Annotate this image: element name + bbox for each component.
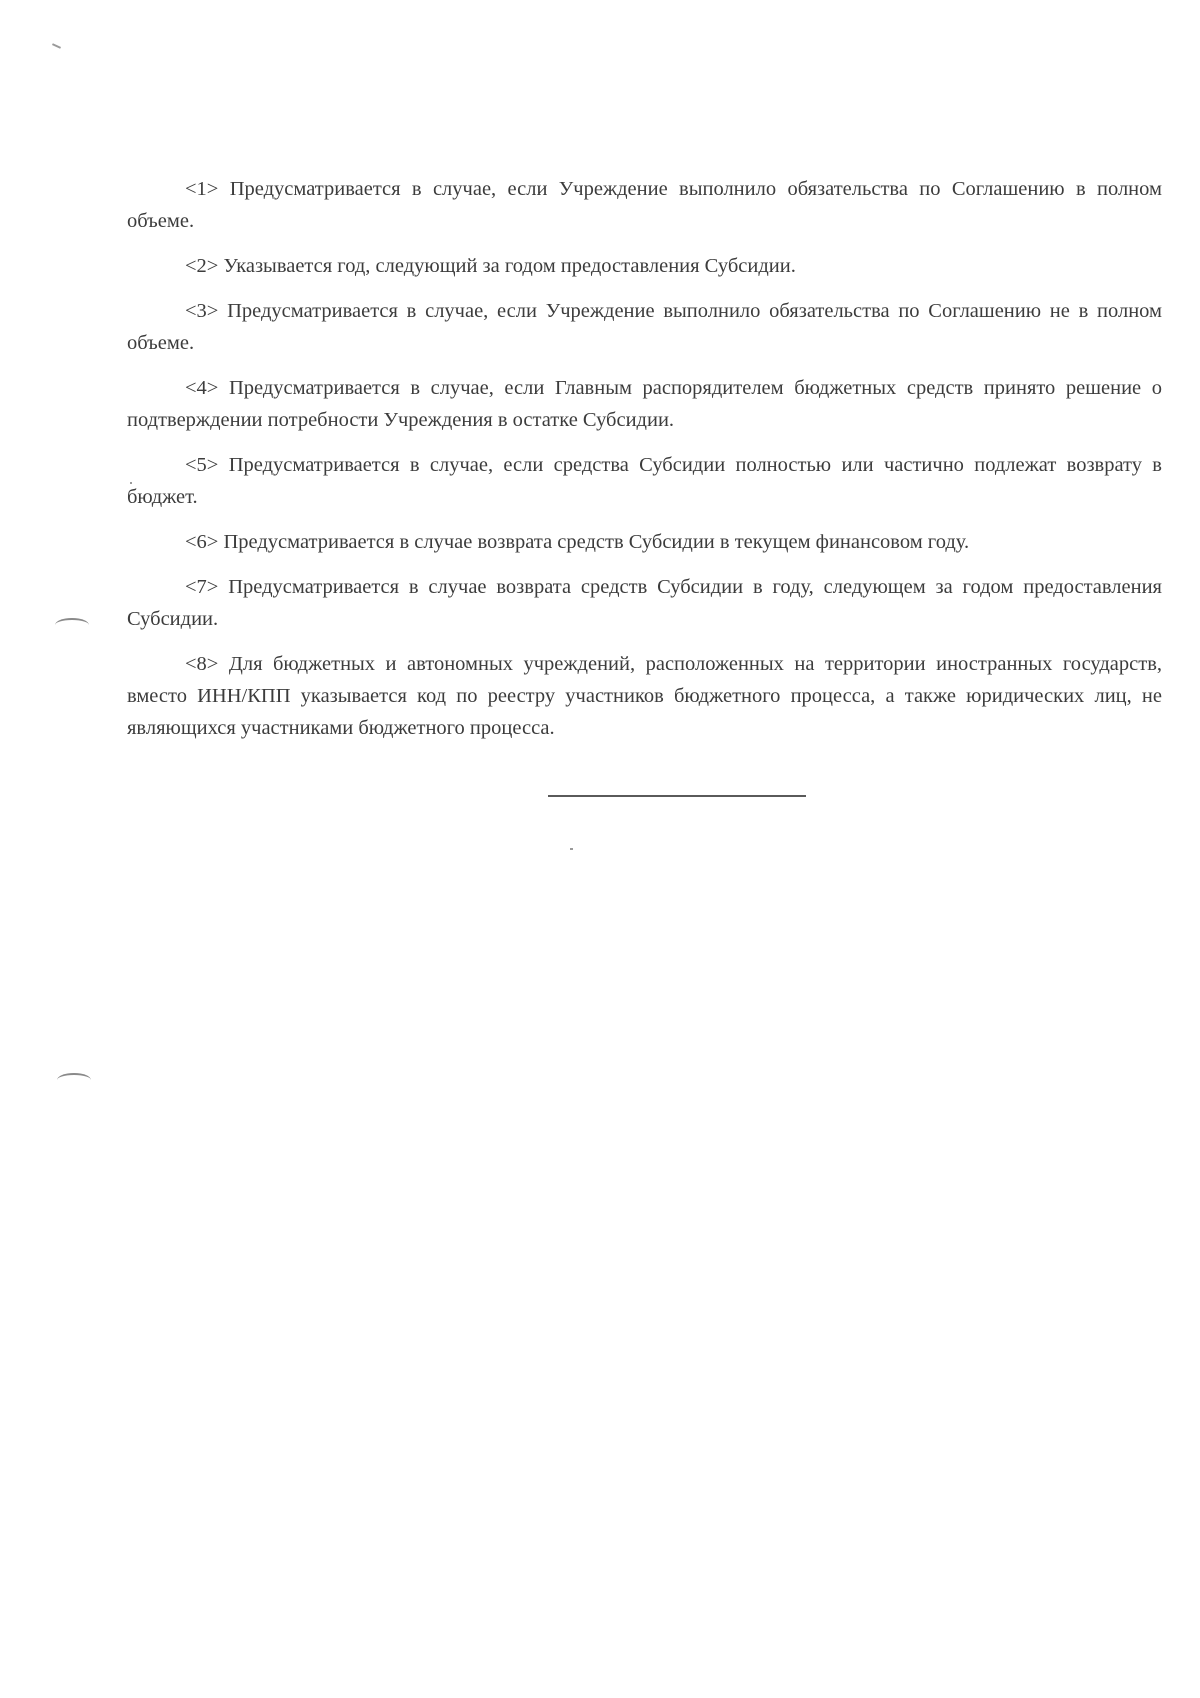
- scan-speck: [570, 848, 573, 850]
- footnote-6: <6> Предусматривается в случае возврата средств Субсидии в текущем финансовом году.: [185, 531, 970, 553]
- footnote-8: <8> Для бюджетных и автономных учреждений, расположенных на территории иностранных государств, вместо ИНН/КПП указывается код по реестру участников бюджетного процесса, а также юридических лиц, не являющихся участниками бюджетного процесса.: [127, 653, 1162, 739]
- footnote-2: <2> Указывается год, следующий за годом предоставления Субсидии.: [185, 255, 796, 277]
- footnote-7: <7> Предусматривается в случае возврата средств Субсидии в году, следующем за годом предоставления Субсидии.: [127, 576, 1162, 630]
- hole-punch-mark: [55, 618, 89, 632]
- footnote-3: <3> Предусматривается в случае, если Учреждение выполнило обязательства по Соглашению не в полном объеме.: [127, 300, 1162, 354]
- scan-speck: [130, 482, 132, 484]
- end-separator-line: [548, 795, 806, 797]
- footnote-4: <4> Предусматривается в случае, если Главным распорядителем бюджетных средств принято решение о подтверждении потребности Учреждения в остатке Субсидии.: [127, 377, 1162, 431]
- footnote-1: <1> Предусматривается в случае, если Учреждение выполнило обязательства по Соглашению в полном объеме.: [127, 178, 1162, 232]
- scan-speck: [52, 43, 61, 49]
- footnotes-list: [127, 173, 1162, 757]
- hole-punch-mark: [57, 1073, 91, 1087]
- footnote-5: <5> Предусматривается в случае, если средства Субсидии полностью или частично подлежат возврату в бюджет.: [127, 454, 1162, 508]
